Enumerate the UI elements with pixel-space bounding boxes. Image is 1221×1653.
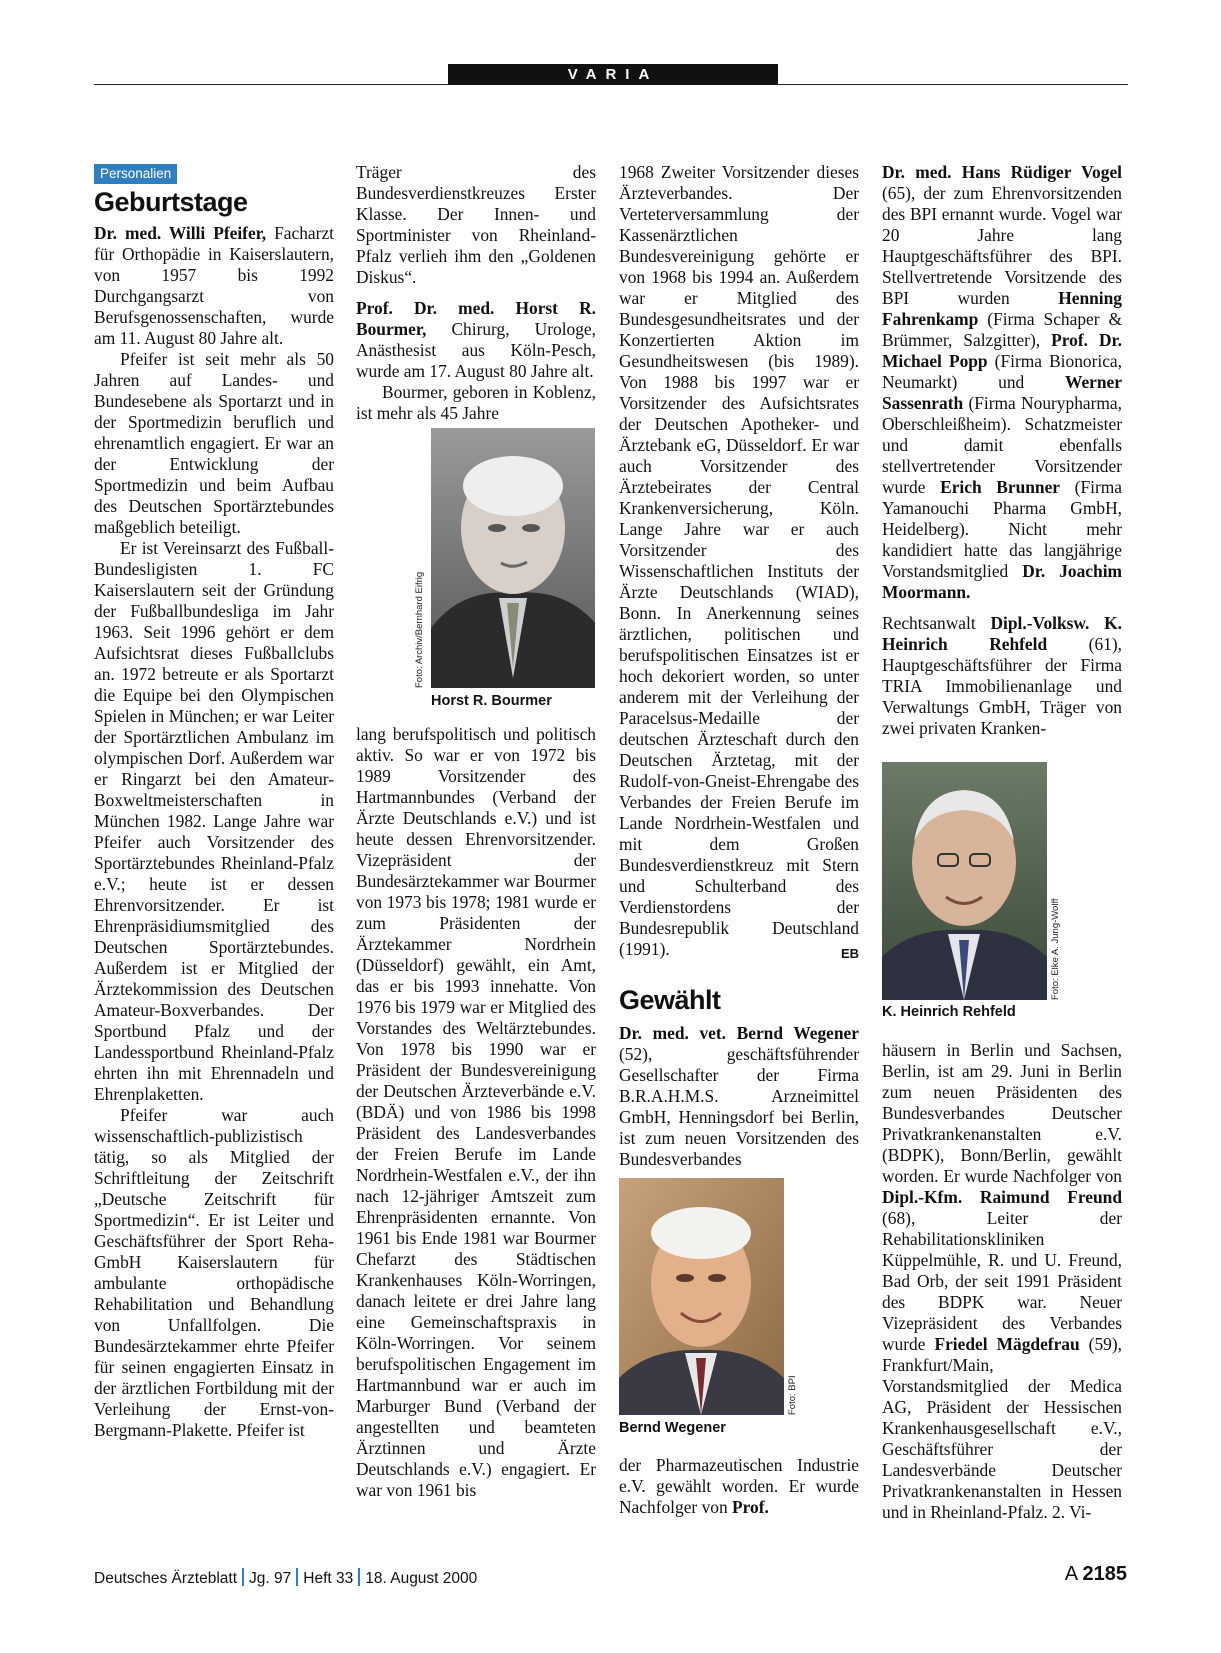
- paragraph: Träger des Bundesverdienstkreuzes Erster Klasse. Der Innen- und Sportminister von Rheinland-Pfalz verlieh ihm den „Goldenen Diskus“.: [356, 162, 596, 287]
- portrait-photo-rehfeld: [882, 762, 1047, 1000]
- issue: Heft 33: [303, 1570, 354, 1587]
- photo-caption: Horst R. Bourmer: [431, 693, 552, 709]
- photo-caption: K. Heinrich Rehfeld: [882, 1004, 1016, 1020]
- column-2-continued: [356, 724, 596, 1501]
- page-number: A 2185: [1064, 1563, 1127, 1585]
- paragraph: häusern in Berlin und Sachsen, Berlin, ist am 29. Juni in Berlin zum neuen Präsidenten des Bundesverbandes Deutscher Privatkrankenanstalten e.V. (BDPK), Bonn/Berlin, gewählt worden. Er wurde Nachfolger von Dipl.-Kfm. Raimund Freund (68), Leiter der Rehabilitationskliniken Küppelmühle, R. und U. Freund, Bad Orb, der seit 1991 Präsident des BDPK war. Neuer Vizepräsident des Verbandes wurde Friedel Mägdefrau (59), Frankfurt/Main, Vorstandsmitglied der Medica AG, Präsident der Hessischen Krankenhausgesellschaft e.V., Geschäftsführer der Landesverbände Deutscher Privatkrankenanstalten in Hessen und in Rheinland-Pfalz. 2. Vi-: [882, 1040, 1122, 1522]
- footer-publication: [94, 1568, 477, 1588]
- paragraph: der Pharmazeutischen Industrie e.V. gewählt worden. Er wurde Nachfolger von Prof.: [619, 1455, 859, 1517]
- portrait-photo-bourmer: [431, 428, 595, 688]
- paragraph: Dr. med. Hans Rüdiger Vogel (65), der zum Ehrenvorsitzenden des BPI ernannt wurde. Vogel war 20 Jahre lang Hauptgeschäftsführer des BPI. Stellvertretende Vorsitzende des BPI wurden Henning Fahrenkamp (Firma Schaper & Brümmer, Salzgitter), Prof. Dr. Michael Popp (Firma Bionorica, Neumarkt) und Werner Sassenrath (Firma Nourypharma, Oberschleißheim). Schatzmeister und damit ebenfalls stellvertretender Vorsitzender wurde Erich Brunner (Firma Yamanouchi Pharma GmbH, Heidelberg). Nicht mehr kandidiert hatte das langjährige Vorstandsmitglied Dr. Joachim Moormann.: [882, 162, 1123, 602]
- column-4: [882, 162, 1122, 739]
- paragraph: Dr. med. vet. Bernd Wegener (52), geschäftsführender Gesellschafter der Firma B.R.A.H.M.S. Arzneimittel GmbH, Henningsdorf bei Berlin, ist zum neuen Vorsitzenden des Bundesverbandes: [619, 1023, 859, 1169]
- issue-date: 18. August 2000: [365, 1570, 478, 1587]
- paragraph: Bourmer, geboren in Koblenz, ist mehr als 45 Jahre: [356, 382, 596, 423]
- section-title: VARIA: [448, 64, 778, 85]
- column-1: [94, 162, 334, 1441]
- column-4-continued: [882, 1040, 1122, 1523]
- section-heading-birthdays: Geburtstage: [94, 187, 248, 217]
- photo-credit: Foto: BPI: [787, 1375, 798, 1415]
- photo-credit: Foto: Elke A. Jung-Wolff: [1050, 898, 1061, 1000]
- person-name: Prof. Dr. med. Horst R. Bourmer,: [356, 298, 596, 339]
- column-3-continued: [619, 1455, 859, 1518]
- photo-credit: Foto: Archiv/Bernhard Eifrig: [414, 571, 425, 688]
- paragraph: Pfeifer war auch wissenschaftlich-publizistisch tätig, so als Mitglied der Schriftleitung der Zeitschrift „Deutsche Zeitschrift für Sportmedizin“. Er ist Leiter und Geschäftsführer der Sport Reha-GmbH Kaiserslautern für ambulante orthopädische Rehabilitation und Behandlung von Unfallfolgen. Die Bundesärztekammer ehrte Pfeifer für seinen engagierten Einsatz in der ärztlichen Fortbildung mit der Verleihung der Ernst-von-Bergmann-Plakette. Pfeifer ist: [94, 1105, 334, 1440]
- paragraph: Er ist Vereinsarzt des Fußball-Bundesligisten 1. FC Kaiserslautern seit der Gründung der Fußballbundesliga im Jahr 1963. Seit 1996 gehört er dem Aufsichtsrat dieses Fußballclubs an. 1972 betreute er als Sportarzt die Equipe bei den Olympischen Spielen in München; er war Leiter der Sportärztlichen Ambulanz im olympischen Dorf. Außerdem war er Ringarzt bei den Amateur-Boxweltmeisterschaften in München 1982. Lange Jahre war Pfeifer auch Vorsitzender des Sportärztebundes Rheinland-Pfalz e.V.; heute ist er dessen Ehrenvorsitzender. Er ist Ehrenpräsidiumsmitglied des Deutschen Sportärztebundes. Außerdem ist er Mitglied der Ärztekommission des Deutschen Amateur-Boxverbandes. Der Sportbund Pfalz und der Landessportbund Rheinland-Pfalz ehrten ihn mit Ehrennadeln und Ehrenplaketten.: [94, 538, 334, 1104]
- volume: Jg. 97: [249, 1570, 292, 1587]
- paragraph: Rechtsanwalt Dipl.-Volksw. K. Heinrich Rehfeld (61), Hauptgeschäftsführer der Firma TRIA Immobilienanlage und Verwaltungs GmbH, Träger von zwei privaten Kranken-: [882, 613, 1122, 738]
- paragraph: lang berufspolitisch und politisch aktiv. So war er von 1972 bis 1989 Vorsitzender des Hartmannbundes (Verband der Ärzte Deutschlands e.V.) und ist heute dessen Ehrenvorsitzender. Vizepräsident der Bundesärztekammer war Bourmer von 1973 bis 1978; 1981 wurde er zum Präsidenten der Ärztekammer Nordrhein (Düsseldorf) gewählt, ein Amt, das er bis 1993 innehatte. Von 1976 bis 1979 war er Mitglied des Vorstandes des Weltärztebundes. Von 1978 bis 1990 war er Präsident der Bundesvereinigung der Deutschen Ärzteverbände e.V. (BDÄ) und von 1986 bis 1998 Präsident des Landesverbandes der Freien Berufe im Lande Nordrhein-Westfalen e.V., der ihn nach 12-jähriger Amtszeit zum Ehrenpräsidenten ernannte. Von 1961 bis Ende 1981 war Bourmer Chefarzt des Städtischen Krankenhauses Köln-Worringen, danach leitete er drei Jahre lang eine Gemeinschaftspraxis in Köln-Worringen. Vor seinem berufspolitischen Engagement im Hartmannbund war er auch im Marburger Bund (Verband der angestellten und beamteten Ärztinnen und Ärzte Deutschlands e.V.) engagiert. Er war von 1961 bis: [356, 724, 596, 1500]
- author-signature: EB: [840, 946, 859, 961]
- category-tag: Personalien: [94, 164, 177, 184]
- paragraph: Prof. Dr. med. Horst R. Bourmer, Chirurg, Urologe, Anästhesist aus Köln-Pesch, wurde am 17. August 80 Jahre alt.: [356, 298, 596, 381]
- photo-caption: Bernd Wegener: [619, 1420, 726, 1436]
- paragraph: Pfeifer ist seit mehr als 50 Jahren auf Landes- und Bundesebene als Sportarzt und in der Sportmedizin beruflich und ehrenamtlich engagiert. Er war an der Entwicklung der Sportmedizin und beim Aufbau des Deutschen Sportärztebundes maßgeblich beteiligt.: [94, 349, 334, 537]
- column-3: [619, 162, 859, 1170]
- column-2: [356, 162, 596, 424]
- section-heading-elected: Gewählt: [619, 985, 721, 1015]
- person-name: Dr. med. Willi Pfeifer,: [94, 223, 267, 243]
- journal-name: Deutsches Ärzteblatt: [94, 1570, 238, 1587]
- portrait-photo-wegener: [619, 1178, 784, 1415]
- person-name: Dr. med. vet. Bernd Wegener: [619, 1023, 859, 1043]
- paragraph: 1968 Zweiter Vorsitzender dieses Ärzteverbandes. Der Verteterversammlung der Kassenärztlichen Bundesvereinigung gehörte er von 1968 bis 1994 an. Außerdem war er Mitglied des Bundesgesundheitsrates und der Konzertierten Aktion im Gesundheitswesen (bis 1989). Von 1988 bis 1997 war er Vorsitzender des Aufsichtsrates der Deutschen Apotheker- und Ärztebank eG, Düsseldorf. Er war auch Vorsitzender des Ärztebeirates der Central Krankenversicherung, Köln. Lange Jahre war er auch Vorsitzender des Wissenschaftlichen Instituts der Ärzte Deutschlands (WIAD), Bonn. In Anerkennung seines ärztlichen, politischen und berufspolitischen Einsatzes ist er hoch dekoriert worden, so unter anderem mit der Verleihung der Paracelsus-Medaille der deutschen Ärzteschaft durch den Deutschen Ärztetag, mit der Rudolf-von-Gneist-Ehrengabe des Verbandes der Freien Berufe im Lande Nordrhein-Westfalen und mit dem Großen Bundesverdienstkreuz mit Stern und Schulterband des Verdienstordens der Bundesrepublik Deutschland (1991). EB: [619, 162, 859, 960]
- paragraph: Dr. med. Willi Pfeifer, Facharzt für Orthopädie in Kaiserslautern, von 1957 bis 1992 Durchgangsarzt von Berufsgenossenschaften, wurde am 11. August 80 Jahre alt.: [94, 223, 334, 348]
